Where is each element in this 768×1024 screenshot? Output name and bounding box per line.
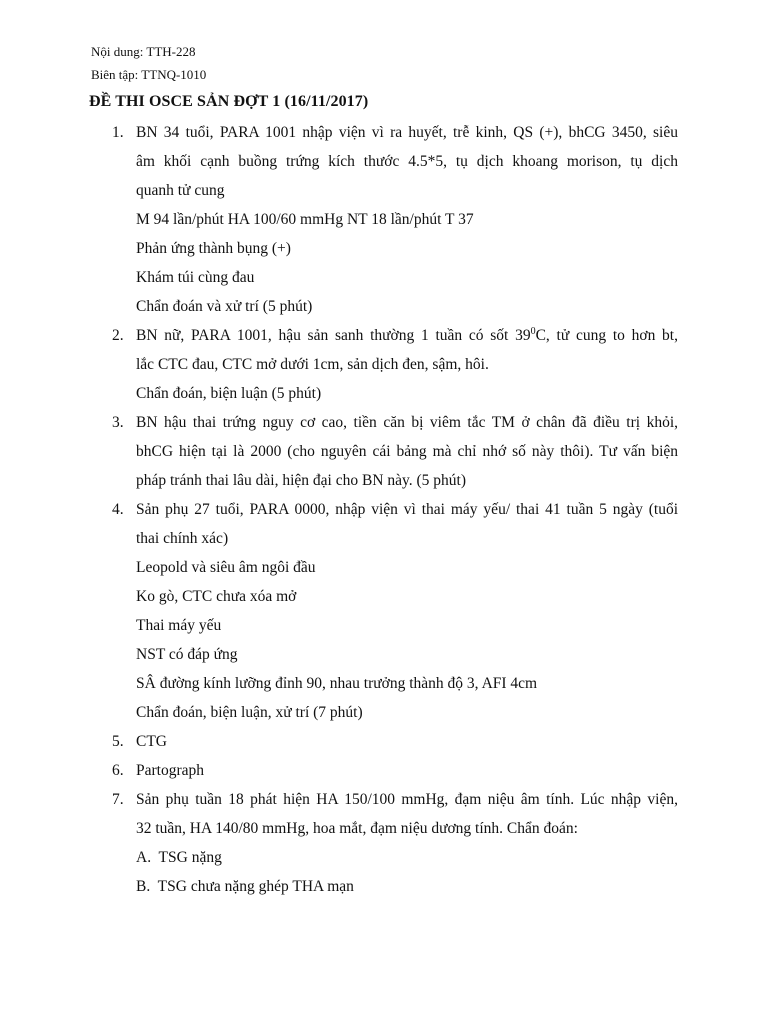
- answer-option-a: A. TSG nặng: [136, 849, 222, 866]
- question-number: 2.: [112, 327, 124, 344]
- question-6: [112, 756, 678, 785]
- question-number: 7.: [112, 791, 124, 808]
- question-line: bhCG hiện tại là 2000 (cho nguyên cái bảng mà chỉ nhớ số này thôi). Tư vấn biện: [136, 443, 678, 460]
- question-line: Chẩn đoán, biện luận, xử trí (7 phút): [136, 704, 363, 721]
- question-number: 1.: [112, 124, 124, 141]
- editor-code: Biên tập: TTNQ-1010: [91, 67, 207, 82]
- question-5: [112, 727, 678, 756]
- question-2: [112, 321, 678, 408]
- question-1: [112, 118, 678, 321]
- question-line: CTG: [136, 733, 167, 750]
- question-line: 32 tuần, HA 140/80 mmHg, hoa mắt, đạm niệu dương tính. Chẩn đoán:: [136, 820, 578, 837]
- question-line: Partograph: [136, 762, 205, 779]
- question-line: Sản phụ 27 tuổi, PARA 0000, nhập viện vì thai máy yếu/ thai 41 tuần 5 ngày (tuổi: [136, 501, 678, 518]
- question-line: Sản phụ tuần 18 phát hiện HA 150/100 mmHg, đạm niệu âm tính. Lúc nhập viện,: [136, 791, 678, 808]
- question-text: C, tử cung to hơn bt,: [535, 327, 678, 344]
- question-line: Chẩn đoán và xử trí (5 phút): [136, 298, 313, 315]
- question-line: [136, 321, 678, 350]
- question-line: âm khối cạnh buồng trứng kích thước 4.5*5, tụ dịch khoang morison, tụ dịch: [136, 153, 678, 170]
- question-number: 5.: [112, 733, 124, 750]
- question-number: 6.: [112, 762, 124, 779]
- question-line: BN 34 tuổi, PARA 1001 nhập viện vì ra huyết, trễ kinh, QS (+), bhCG 3450, siêu: [136, 124, 678, 141]
- content-code: Nội dung: TTH-228: [91, 44, 196, 59]
- question-7: [112, 785, 678, 901]
- question-line: pháp tránh thai lâu dài, hiện đại cho BN này. (5 phút): [136, 472, 467, 489]
- question-line: Thai máy yếu: [136, 617, 222, 634]
- question-line: quanh tử cung: [136, 182, 225, 199]
- question-number: 4.: [112, 501, 124, 518]
- question-line: M 94 lần/phút HA 100/60 mmHg NT 18 lần/phút T 37: [136, 211, 474, 228]
- question-3: [112, 408, 678, 495]
- question-text: BN nữ, PARA 1001, hậu sản sanh thường 1 tuần có sốt 39: [136, 327, 531, 344]
- question-line: Khám túi cùng đau: [136, 269, 255, 286]
- question-line: BN hậu thai trứng nguy cơ cao, tiền căn bị viêm tắc TM ở chân đã điều trị khỏi,: [136, 414, 678, 431]
- question-line: Ko gò, CTC chưa xóa mở: [136, 588, 297, 605]
- question-line: SÂ đường kính lưỡng đỉnh 90, nhau trưởng thành độ 3, AFI 4cm: [136, 675, 538, 692]
- exam-title: ĐỀ THI OSCE SẢN ĐỢT 1 (16/11/2017): [89, 93, 369, 110]
- question-line: Phản ứng thành bụng (+): [136, 240, 291, 257]
- answer-option-b: B. TSG chưa nặng ghép THA mạn: [136, 878, 354, 895]
- superscript: 0: [530, 325, 536, 337]
- question-line: NST có đáp ứng: [136, 646, 238, 663]
- question-line: thai chính xác): [136, 530, 229, 547]
- question-number: 3.: [112, 414, 124, 431]
- question-line: lắc CTC đau, CTC mở dưới 1cm, sản dịch đen, sậm, hôi.: [136, 356, 489, 373]
- question-line: Leopold và siêu âm ngôi đầu: [136, 559, 316, 576]
- question-4: [112, 495, 678, 727]
- question-line: Chẩn đoán, biện luận (5 phút): [136, 385, 322, 402]
